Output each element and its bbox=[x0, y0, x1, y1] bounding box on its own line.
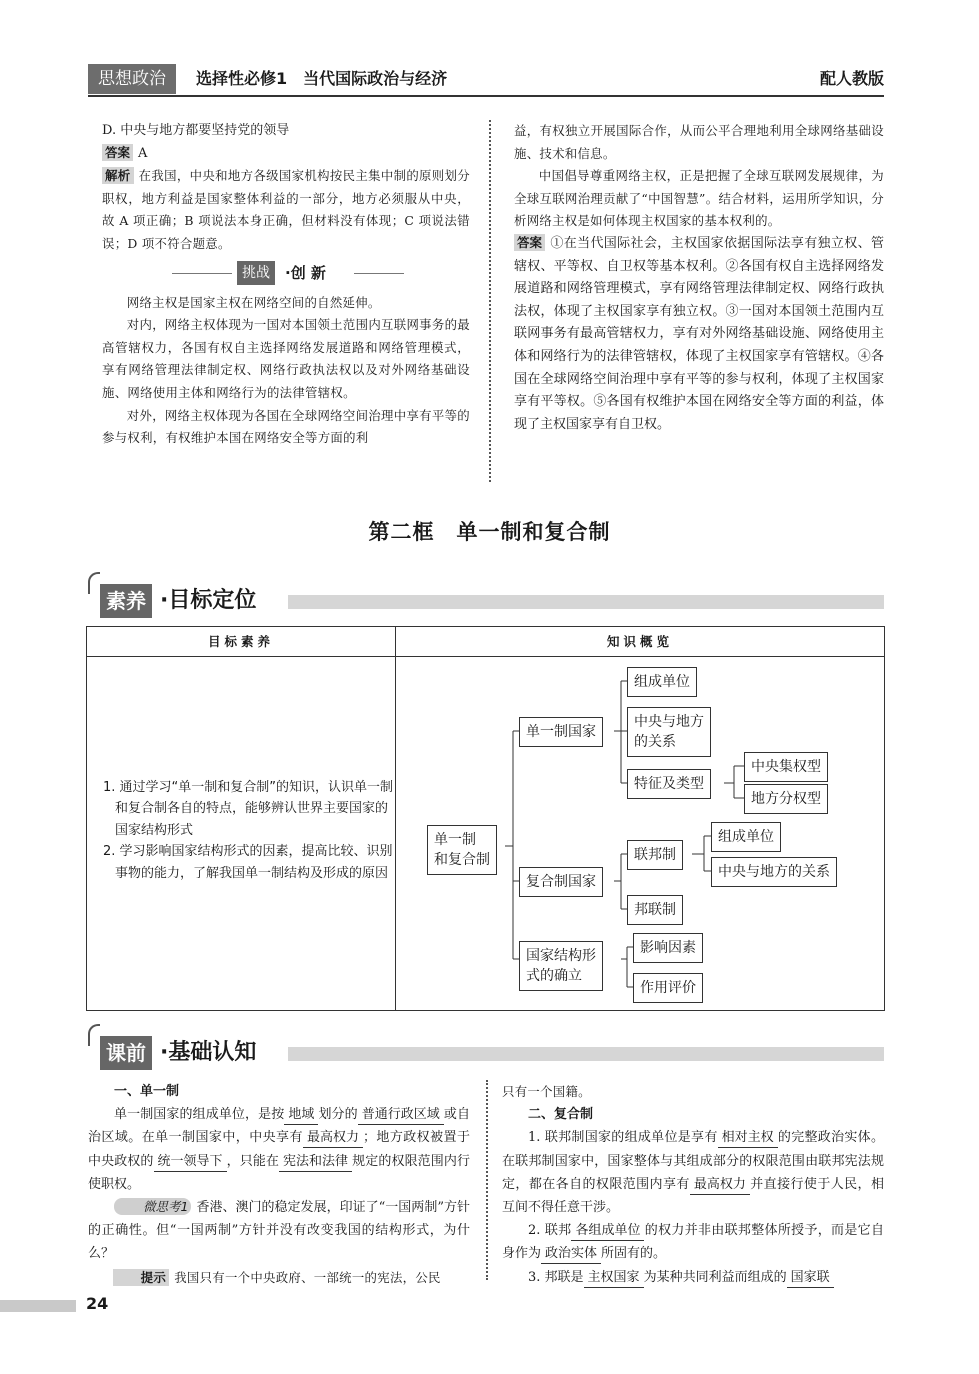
analysis-text: 在我国，中央和地方各级国家机构按民主集中制的原则划分职权，地方利益是国家整体利益的一部分，地方必须服从中央，故 A 项正确；B 项说法本身正确，但材料没有体现；C 项说法错误；D 项不符合题意。 bbox=[102, 168, 470, 251]
blank-entity: 政治实体 bbox=[541, 1245, 601, 1264]
banner-goals-label: 素养 bbox=[100, 584, 152, 618]
analysis bbox=[102, 165, 470, 255]
book-title: 选择性必修1 当代国际政治与经济 bbox=[196, 69, 448, 88]
blank-power: 最高权力 bbox=[303, 1129, 363, 1148]
tree-node-unitary-types: 特征及类型 bbox=[627, 769, 711, 799]
tree-node-federation: 联邦制 bbox=[627, 840, 683, 870]
unitary-paragraph: 单一制国家的组成单位，是按 地域 划分的 普通行政区域 或自治区域。在单一制国家中，中央享有 最高权力 ；地方政权被置于中央政权的 统一领导下 ，只能在 宪法和法律 规定的权限范围内行使职权。 bbox=[88, 1107, 470, 1192]
challenge-question: 中国倡导尊重网络主权，正是把握了全球互联网发展规律，为全球互联网治理贡献了“中国智慧”。结合材料，运用所学知识，分析网络主权是如何体现主权国家的基本权利的。 bbox=[514, 168, 884, 229]
blank-region: 地域 bbox=[284, 1106, 318, 1125]
top-right-column bbox=[514, 120, 884, 436]
tree-node-compound: 复合制国家 bbox=[519, 867, 603, 897]
compound-point-3: 3. 邦联是 主权国家 为某种共同利益而组成的 国家联 bbox=[502, 1266, 884, 1289]
blank-sovereign: 相对主权 bbox=[718, 1129, 778, 1148]
column-divider-bottom bbox=[486, 1080, 488, 1280]
banner-basics-sub: ·基础认知 bbox=[160, 1040, 257, 1065]
tree-node-evaluation: 作用评价 bbox=[633, 973, 703, 1003]
challenge-answer-tag: 答案 bbox=[514, 234, 545, 251]
table-header-overview: 知识概览 bbox=[606, 634, 673, 649]
challenge-sub: ·创 新 bbox=[285, 263, 326, 282]
subject-tag: 思想政治 bbox=[88, 64, 176, 94]
goals-table bbox=[86, 626, 885, 1011]
banner-basics-label: 课前 bbox=[100, 1036, 152, 1070]
answer-value: A bbox=[138, 145, 148, 161]
top-left-column bbox=[102, 120, 470, 450]
analysis-tag: 解析 bbox=[102, 167, 134, 184]
tree-node-unitary: 单一制国家 bbox=[519, 717, 603, 747]
blank-units: 各组成单位 bbox=[571, 1222, 644, 1241]
compound-point-1: 1. 联邦制国家的组成单位是享有 相对主权 的完整政治实体。在联邦制国家中，国家整体与其组成部分的权限范围由联邦宪法规定，都在各自的权限范围内享有 最高权力 并直接行使于人民，相互间不得任意干涉。 bbox=[502, 1130, 884, 1216]
banner-hook bbox=[88, 572, 100, 594]
challenge-answer bbox=[514, 233, 884, 436]
hint-paragraph: 提示 我国只有一个中央政府、一部统一的宪法，公民 bbox=[88, 1266, 470, 1289]
think-paragraph: 微思考1 香港、澳门的稳定发展，印证了“一国两制”方针的正确性。但“一国两制”方针并没有改变我国的结构形式，为什么？ bbox=[88, 1199, 470, 1262]
challenge-answer-text: ①在当代国际社会，主权国家依据国际法享有独立权、管辖权、平等权、自卫权等基本权利。②各国有权自主选择网络发展道路和网络管理模式，享有网络管理法律制定权、网络行政执法权，体现了主权国家享有独立权。③一国对本国领土范围内互联网事务有最高管辖权力，享有对外网络基础设施、网络使用主体和网络行为的法律管辖权，体现了主权国家享有管辖权。④各国在全球网络空间治理中享有平等的参与权利，体现了主权国家享有平等权。⑤各国有权维护本国在网络安全等方面的利益，体现了主权国家享有自卫权。 bbox=[514, 235, 884, 432]
blank-fed-power: 最高权力 bbox=[690, 1176, 750, 1195]
tree-node-unitary-units: 组成单位 bbox=[627, 667, 697, 697]
goal-item-2: 2. 学习影响国家结构形式的因素，提高比较、识别事物的能力，了解我国单一制结构及形成的原因 bbox=[103, 844, 393, 881]
tree-node-decentralized: 地方分权型 bbox=[744, 784, 828, 814]
page-number: 24 bbox=[86, 1294, 109, 1313]
concept-tree-connectors bbox=[87, 627, 884, 1010]
tree-node-confederation: 邦联制 bbox=[627, 895, 683, 925]
tree-node-fed-relation: 中央与地方的关系 bbox=[711, 857, 837, 887]
blank-states: 主权国家 bbox=[584, 1269, 644, 1288]
edition-label: 配人教版 bbox=[819, 69, 884, 88]
tree-node-centralized: 中央集权型 bbox=[744, 752, 828, 782]
challenge-rule-left bbox=[172, 273, 232, 274]
challenge-para-1: 网络主权是国家主权在网络空间的自然延伸。 bbox=[126, 294, 381, 310]
hint-continued: 只有一个国籍。 bbox=[502, 1084, 591, 1099]
heading-compound: 二、复合制 bbox=[528, 1107, 594, 1123]
heading-unitary: 一、单一制 bbox=[114, 1084, 180, 1099]
tree-node-unitary-relation: 中央与地方 的关系 bbox=[627, 707, 711, 757]
tree-node-determination: 国家结构形 式的确立 bbox=[519, 941, 603, 991]
challenge-label: 挑战 bbox=[237, 261, 275, 285]
compound-point-2: 2. 联邦 各组成单位 的权力并非由联邦整体所授予，而是它自身作为 政治实体 所固有的。 bbox=[502, 1219, 884, 1265]
banner-hook bbox=[88, 1024, 100, 1046]
header-rule bbox=[88, 95, 884, 97]
blank-union: 国家联 bbox=[787, 1269, 834, 1288]
answer-tag: 答案 bbox=[102, 144, 133, 161]
goal-item-1: 1. 通过学习“单一制和复合制”的知识，认识单一制和复合制各自的特点，能够辨认世界主要国家的国家结构形式 bbox=[103, 780, 394, 838]
blank-leadership: 统一领导下 bbox=[154, 1153, 227, 1172]
challenge-heading bbox=[102, 260, 470, 286]
banner-goals bbox=[88, 582, 884, 622]
banner-basics bbox=[88, 1034, 884, 1074]
column-divider-top bbox=[489, 120, 491, 482]
banner-bar bbox=[288, 595, 884, 609]
banner-bar bbox=[288, 1047, 884, 1061]
page-number-bar bbox=[0, 1300, 76, 1312]
blank-law: 宪法和法律 bbox=[279, 1153, 352, 1172]
challenge-para-3: 对外，网络主权体现为各国在全球网络空间治理中享有平等的参与权利，有权维护本国在网络安全等方面的利 bbox=[102, 407, 470, 446]
tree-node-root: 单一制 和复合制 bbox=[427, 825, 497, 875]
tree-node-factors: 影响因素 bbox=[633, 933, 703, 963]
bottom-right-column bbox=[502, 1080, 884, 1289]
page-header bbox=[88, 64, 884, 94]
bottom-left-column bbox=[88, 1080, 470, 1289]
tree-node-fed-units: 组成单位 bbox=[711, 822, 781, 852]
section-title: 第二框 单一制和复合制 bbox=[368, 520, 611, 544]
answer-line bbox=[102, 143, 470, 166]
hint-tag: 提示 bbox=[113, 1269, 169, 1286]
think-tag: 微思考1 bbox=[114, 1198, 191, 1215]
option-d: D. 中央与地方都要坚持党的领导 bbox=[102, 123, 290, 138]
challenge-para-3-cont: 益，有权独立开展国际合作，从而公平合理地利用全球网络基础设施、技术和信息。 bbox=[514, 123, 884, 161]
challenge-box bbox=[237, 260, 349, 286]
banner-goals-sub: ·目标定位 bbox=[160, 588, 257, 613]
table-header-goals: 目标素养 bbox=[207, 634, 274, 649]
blank-admin: 普通行政区域 bbox=[358, 1106, 444, 1125]
challenge-rule-right bbox=[354, 273, 404, 274]
challenge-para-2: 对内，网络主权体现为一国对本国领土范围内互联网事务的最高管辖权力，各国有权自主选择网络发展道路和网络管理模式，享有网络管理法律制定权、网络行政执法权以及对外网络基础设施、网络使用主体和网络行为的法律管辖权。 bbox=[102, 317, 470, 400]
